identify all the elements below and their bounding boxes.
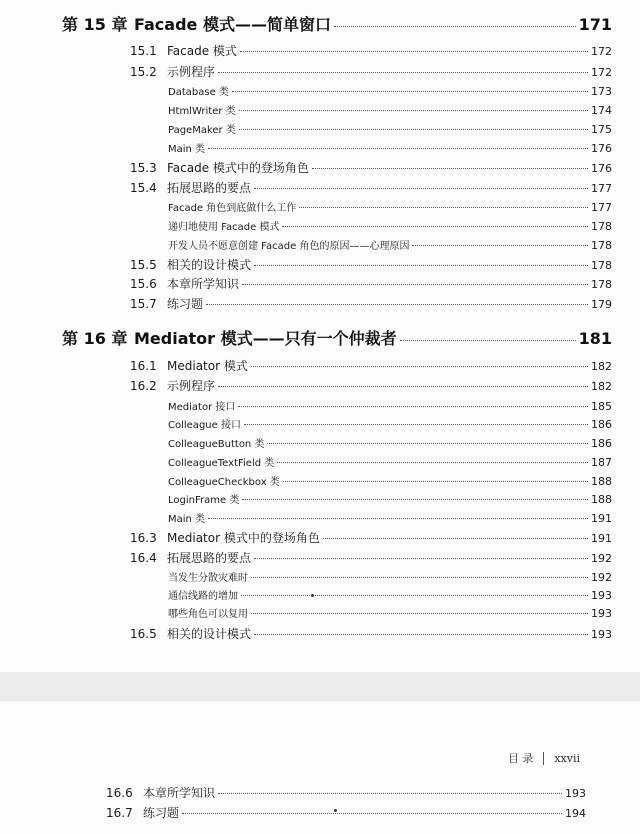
dot-leader bbox=[254, 188, 588, 189]
dot-leader bbox=[241, 595, 588, 596]
entry-title: 相关的设计模式 bbox=[167, 258, 252, 272]
entry-title: 拓展思路的要点 bbox=[167, 181, 252, 195]
entry-number: 第 16 章 bbox=[62, 329, 128, 348]
toc-subsection-entry bbox=[168, 454, 612, 469]
entry-number: 16.4 bbox=[130, 551, 157, 565]
toc-section-entry bbox=[106, 784, 586, 801]
stray-dot-mark bbox=[311, 594, 314, 597]
entry-title: HtmlWriter 类 bbox=[168, 106, 236, 117]
dot-leader bbox=[242, 284, 588, 285]
entry-title: ColleagueButton 类 bbox=[168, 439, 265, 450]
entry-number: 16.5 bbox=[130, 627, 157, 641]
entry-title: 哪些角色可以复用 bbox=[168, 609, 248, 620]
toc-subsection-entry bbox=[168, 140, 612, 155]
dot-leader bbox=[238, 406, 588, 407]
entry-title: Mediator 模式中的登场角色 bbox=[167, 531, 320, 545]
running-head-label: 目 录 bbox=[507, 752, 534, 765]
entry-page-number: 193 bbox=[565, 787, 586, 800]
toc-subsection-entry bbox=[168, 491, 612, 506]
entry-title: 通信线路的增加 bbox=[168, 591, 238, 602]
entry-number: 16.1 bbox=[130, 359, 157, 373]
dot-leader bbox=[267, 443, 588, 444]
entry-page-number: 193 bbox=[591, 589, 612, 602]
stray-dot-mark bbox=[334, 809, 337, 812]
entry-page-number: 192 bbox=[591, 571, 612, 584]
entry-title: LoginFrame 类 bbox=[168, 495, 240, 506]
entry-page-number: 185 bbox=[591, 400, 612, 413]
dot-leader bbox=[240, 51, 588, 52]
toc-section-entry bbox=[130, 159, 612, 176]
entry-page-number: 178 bbox=[591, 278, 612, 291]
entry-title: 相关的设计模式 bbox=[167, 627, 252, 641]
toc-section-entry bbox=[130, 529, 612, 546]
toc-subsection-entry bbox=[168, 83, 612, 98]
entry-title: Main 类 bbox=[168, 514, 206, 525]
toc-subsection-entry bbox=[168, 605, 612, 620]
toc-section-entry bbox=[130, 42, 612, 59]
entry-number: 16.2 bbox=[130, 379, 157, 393]
entry-number: 15.4 bbox=[130, 181, 157, 195]
entry-title: 示例程序 bbox=[167, 379, 216, 393]
entry-page-number: 188 bbox=[591, 475, 612, 488]
entry-title: 练习题 bbox=[143, 806, 180, 820]
toc-section-entry bbox=[130, 377, 612, 394]
page-gap bbox=[0, 672, 640, 700]
entry-title: 当发生分散灾难时 bbox=[168, 573, 248, 584]
toc-section-entry bbox=[130, 256, 612, 273]
entry-title: ColleagueCheckbox 类 bbox=[168, 477, 280, 488]
entry-page-number: 177 bbox=[591, 201, 612, 214]
chapter-heading bbox=[62, 326, 612, 349]
running-head-divider bbox=[543, 752, 544, 765]
entry-title: 开发人员不愿意创建 Facade 角色的原因——心理原因 bbox=[168, 241, 410, 252]
dot-leader bbox=[242, 499, 588, 500]
dot-leader bbox=[299, 207, 588, 208]
dot-leader bbox=[218, 386, 588, 387]
dot-leader bbox=[239, 110, 588, 111]
entry-number: 15.5 bbox=[130, 258, 157, 272]
entry-page-number: 178 bbox=[591, 220, 612, 233]
toc-subsection-entry bbox=[168, 435, 612, 450]
toc-subsection-entry bbox=[168, 510, 612, 525]
toc-section-entry bbox=[130, 625, 612, 642]
dot-leader bbox=[254, 558, 588, 559]
toc-section-entry bbox=[130, 179, 612, 196]
entry-page-number: 188 bbox=[591, 493, 612, 506]
entry-title: 递归地使用 Facade 模式 bbox=[168, 222, 280, 233]
entry-page-number: 182 bbox=[591, 380, 612, 393]
dot-leader bbox=[334, 26, 576, 27]
dot-leader bbox=[208, 518, 588, 519]
toc-subsection-entry bbox=[168, 587, 612, 602]
toc-section-entry bbox=[130, 275, 612, 292]
entry-page-number: 187 bbox=[591, 456, 612, 469]
dot-leader bbox=[206, 304, 588, 305]
dot-leader bbox=[254, 265, 588, 266]
entry-page-number: 175 bbox=[591, 123, 612, 136]
entry-page-number: 178 bbox=[591, 259, 612, 272]
entry-title: 练习题 bbox=[167, 297, 204, 311]
dot-leader bbox=[282, 226, 588, 227]
dot-leader bbox=[412, 245, 588, 246]
dot-leader bbox=[254, 634, 588, 635]
toc-section-entry bbox=[130, 295, 612, 312]
dot-leader bbox=[251, 366, 588, 367]
toc-subsection-entry bbox=[168, 121, 612, 136]
dot-leader bbox=[244, 424, 588, 425]
entry-title: Database 类 bbox=[168, 87, 229, 98]
dot-leader bbox=[218, 793, 562, 794]
entry-number: 15.2 bbox=[130, 65, 157, 79]
entry-page-number: 194 bbox=[565, 807, 586, 820]
entry-page-number: 193 bbox=[591, 628, 612, 641]
dot-leader bbox=[239, 129, 588, 130]
entry-page-number: 176 bbox=[591, 142, 612, 155]
entry-title: Mediator 模式 bbox=[167, 359, 248, 373]
toc-subsection-entry bbox=[168, 237, 612, 252]
entry-title: ColleagueTextField 类 bbox=[168, 458, 275, 469]
entry-title: Colleague 接口 bbox=[168, 420, 241, 431]
entry-number: 15.6 bbox=[130, 277, 157, 291]
entry-number: 15.1 bbox=[130, 44, 157, 58]
toc-section-entry bbox=[130, 63, 612, 80]
entry-title: PageMaker 类 bbox=[168, 125, 236, 136]
toc-section-entry bbox=[130, 357, 612, 374]
dot-leader bbox=[251, 613, 588, 614]
entry-page-number: 173 bbox=[591, 85, 612, 98]
toc-subsection-entry bbox=[168, 199, 612, 214]
dot-leader bbox=[323, 538, 588, 539]
entry-title: Facade 模式 bbox=[167, 44, 237, 58]
entry-page-number: 182 bbox=[591, 360, 612, 373]
entry-page-number: 174 bbox=[591, 104, 612, 117]
entry-page-number: 172 bbox=[591, 45, 612, 58]
entry-number: 16.7 bbox=[106, 806, 133, 820]
entry-page-number: 193 bbox=[591, 607, 612, 620]
entry-page-number: 172 bbox=[591, 66, 612, 79]
entry-title: Mediator 模式——只有一个仲裁者 bbox=[134, 329, 397, 348]
entry-title: Mediator 接口 bbox=[168, 402, 236, 413]
entry-number: 第 15 章 bbox=[62, 15, 128, 34]
entry-title: 示例程序 bbox=[167, 65, 216, 79]
entry-page-number: 191 bbox=[591, 512, 612, 525]
entry-number: 15.7 bbox=[130, 297, 157, 311]
toc-section-entry bbox=[130, 549, 612, 566]
entry-page-number: 171 bbox=[578, 15, 612, 34]
chapter-heading bbox=[62, 12, 612, 35]
entry-title: 本章所学知识 bbox=[167, 277, 240, 291]
dot-leader bbox=[182, 813, 562, 814]
toc-subsection-entry bbox=[168, 473, 612, 488]
toc-subsection-entry bbox=[168, 218, 612, 233]
dot-leader bbox=[232, 91, 588, 92]
entry-title: Facade 模式——简单窗口 bbox=[134, 15, 331, 34]
toc-subsection-entry bbox=[168, 569, 612, 584]
toc-subsection-entry bbox=[168, 416, 612, 431]
entry-number: 15.3 bbox=[130, 161, 157, 175]
running-head bbox=[508, 750, 580, 766]
toc-section-entry bbox=[106, 804, 586, 821]
entry-page-number: 192 bbox=[591, 552, 612, 565]
dot-leader bbox=[251, 577, 588, 578]
entry-page-number: 179 bbox=[591, 298, 612, 311]
entry-title: 拓展思路的要点 bbox=[167, 551, 252, 565]
entry-page-number: 178 bbox=[591, 239, 612, 252]
entry-page-number: 181 bbox=[578, 329, 612, 348]
toc-subsection-entry bbox=[168, 398, 612, 413]
dot-leader bbox=[208, 148, 588, 149]
dot-leader bbox=[283, 481, 588, 482]
entry-number: 16.6 bbox=[106, 786, 133, 800]
entry-page-number: 186 bbox=[591, 437, 612, 450]
entry-title: 本章所学知识 bbox=[143, 786, 216, 800]
dot-leader bbox=[312, 168, 588, 169]
running-head-page: xxvii bbox=[554, 751, 580, 765]
entry-title: Facade 模式中的登场角色 bbox=[167, 161, 309, 175]
entry-page-number: 177 bbox=[591, 182, 612, 195]
toc-subsection-entry bbox=[168, 102, 612, 117]
entry-page-number: 176 bbox=[591, 162, 612, 175]
dot-leader bbox=[277, 462, 588, 463]
dot-leader bbox=[218, 72, 588, 73]
entry-page-number: 186 bbox=[591, 418, 612, 431]
dot-leader bbox=[400, 340, 576, 341]
entry-title: Main 类 bbox=[168, 144, 206, 155]
entry-page-number: 191 bbox=[591, 532, 612, 545]
entry-number: 16.3 bbox=[130, 531, 157, 545]
entry-title: Facade 角色到底做什么工作 bbox=[168, 203, 297, 214]
